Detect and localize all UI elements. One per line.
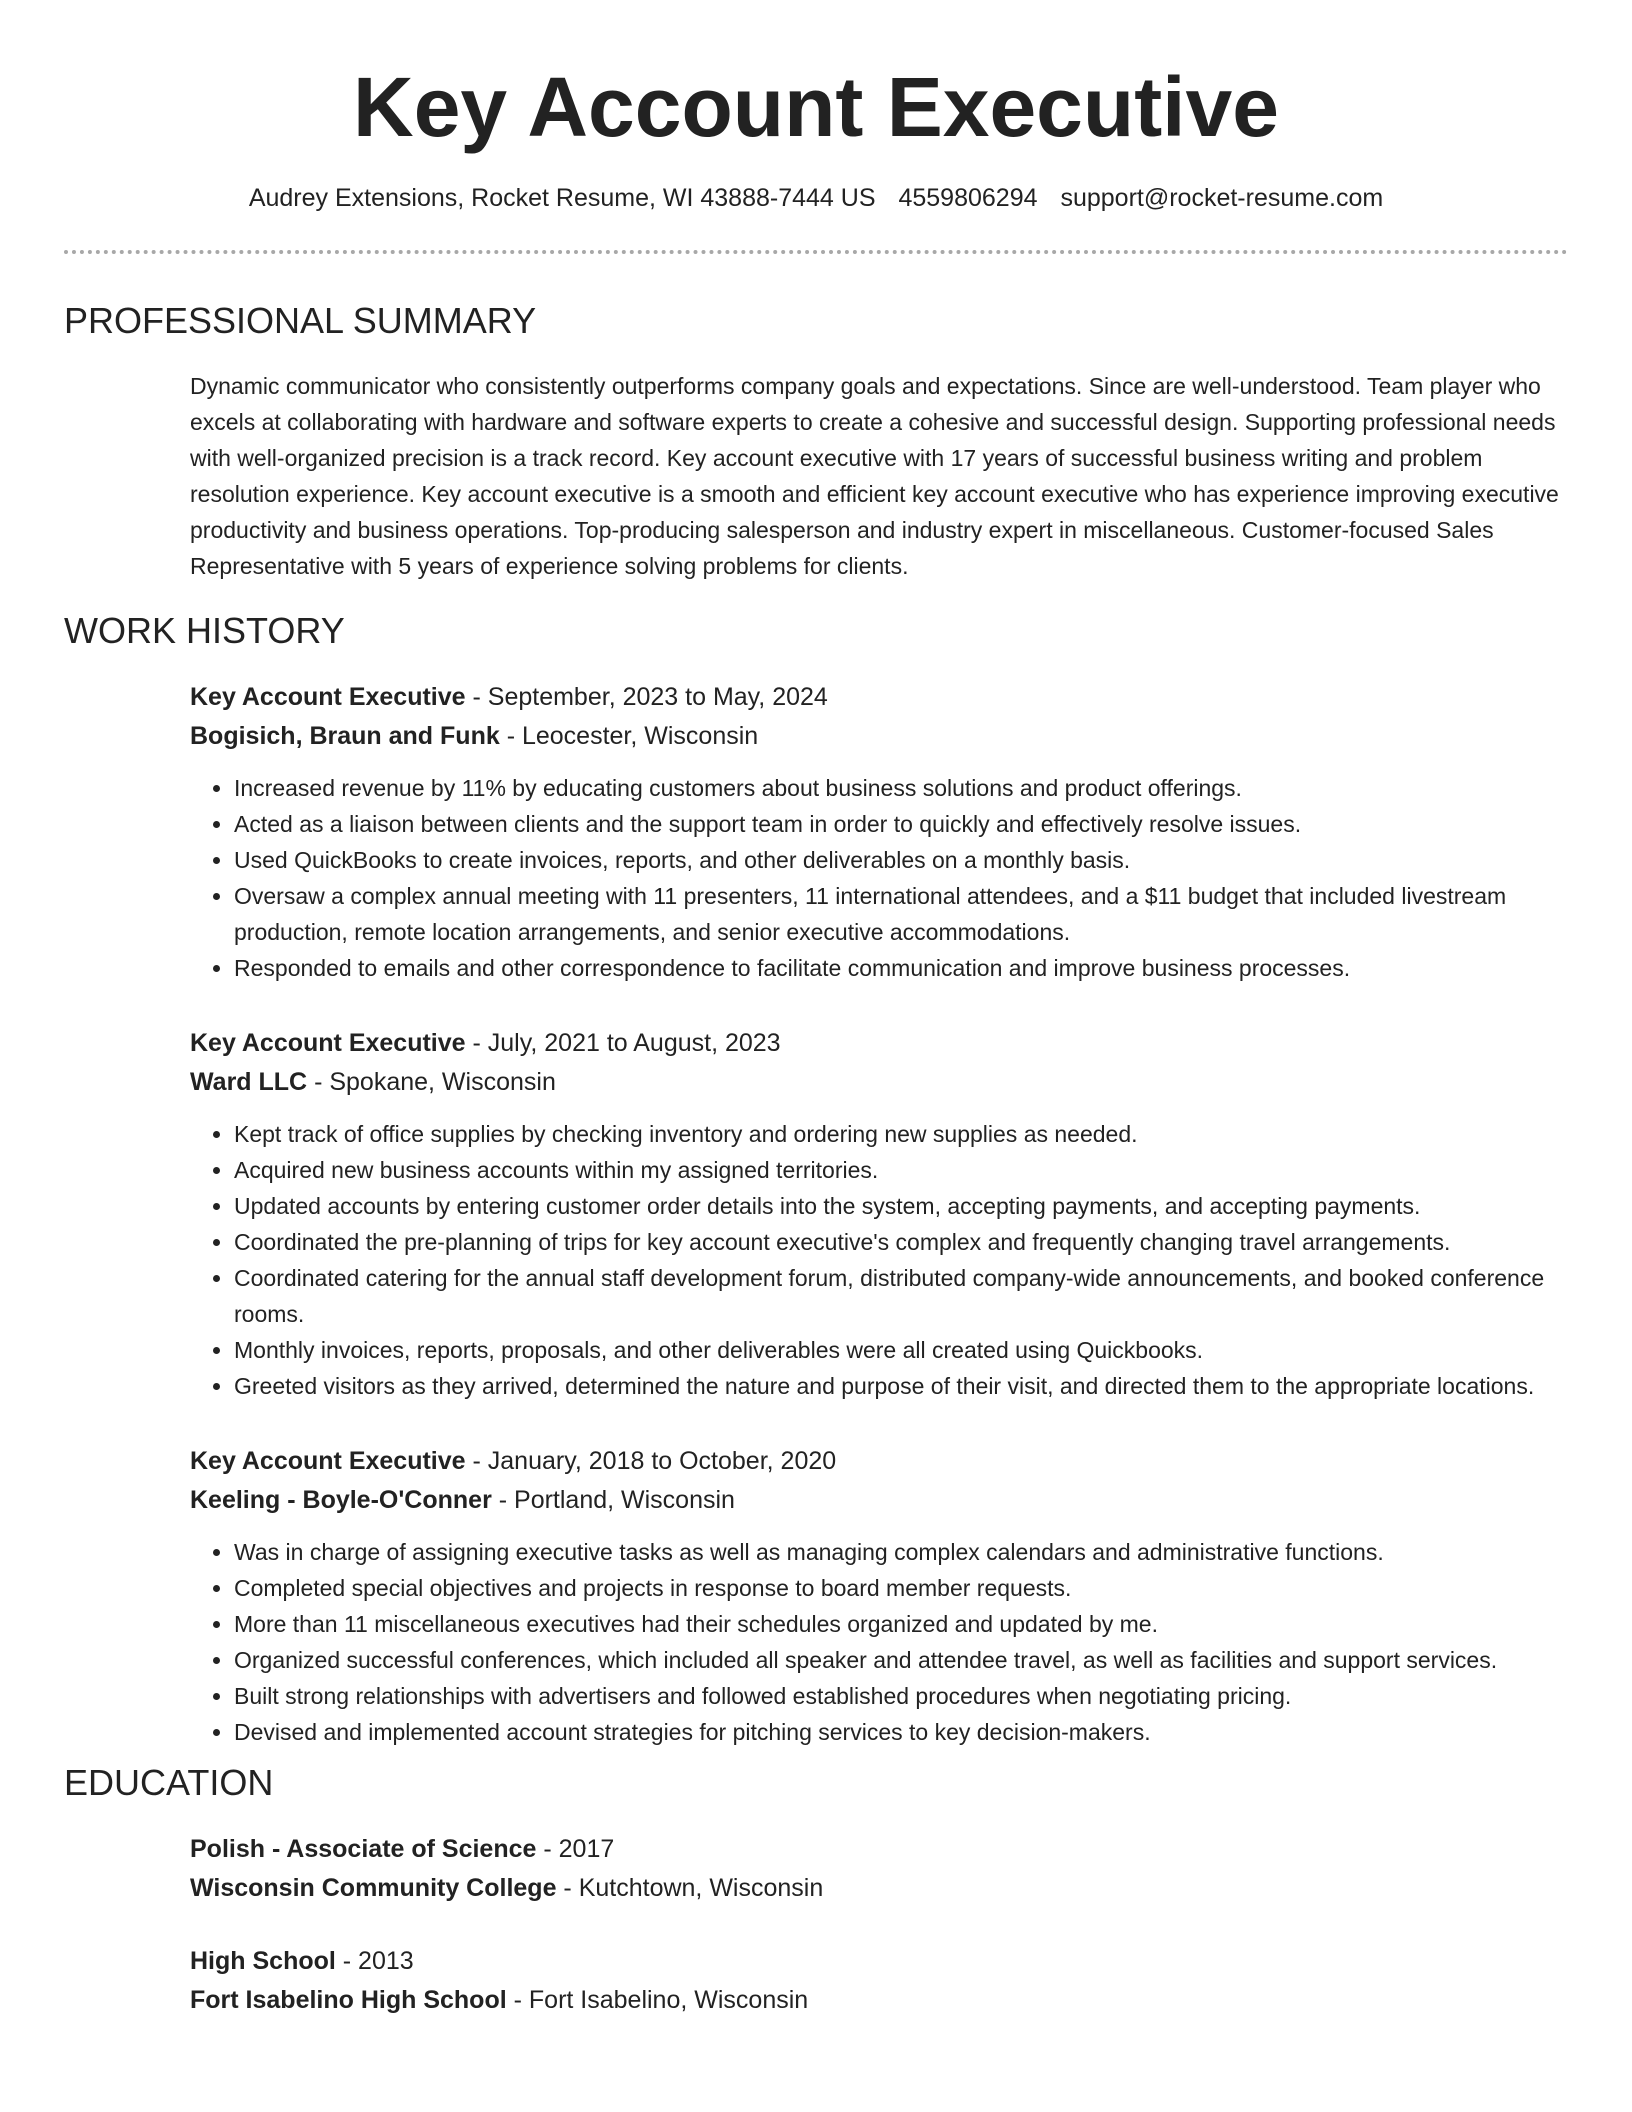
summary-heading: PROFESSIONAL SUMMARY [64, 300, 537, 341]
header-divider [64, 250, 1568, 254]
job-bullet: • Increased revenue by 11% by educating customers about business solutions and product offerings. [234, 770, 1568, 806]
job-bullet: • Coordinated the pre-planning of trips for key account executive's complex and frequently changing travel arrangements. [234, 1224, 1568, 1260]
school-location: - Fort Isabelino, Wisconsin [506, 1986, 809, 2014]
job-bullet: • Responded to emails and other correspondence to facilitate communication and improve business processes. [234, 950, 1568, 986]
job-dates: - January, 2018 to October, 2020 [465, 1447, 837, 1475]
school-name: Wisconsin Community College [190, 1874, 557, 1902]
job-title-line [190, 678, 1568, 717]
school-location: - Kutchtown, Wisconsin [556, 1874, 824, 1902]
job-bullet: • Kept track of office supplies by checking inventory and ordering new supplies as needed. [234, 1116, 1568, 1152]
job-company-line [190, 717, 1568, 756]
degree-year: - 2013 [335, 1947, 414, 1975]
job-bullet: • Greeted visitors as they arrived, determined the nature and purpose of their visit, and directed them to the appropriate locations. [234, 1368, 1568, 1404]
contact-line [64, 180, 1568, 216]
job-bullet: • Updated accounts by entering customer order details into the system, accepting payments, and accepting payments. [234, 1188, 1568, 1224]
job-bullet: • Acquired new business accounts within my assigned territories. [234, 1152, 1568, 1188]
degree-line [190, 1830, 1568, 1869]
education-heading: EDUCATION [64, 1762, 274, 1803]
job-location: - Portland, Wisconsin [491, 1486, 735, 1514]
job-bullet: • Monthly invoices, reports, proposals, and other deliverables were all created using Quickbooks. [234, 1332, 1568, 1368]
school-line [190, 1981, 1568, 2020]
work-history-heading: WORK HISTORY [64, 610, 345, 651]
job-entry [190, 1442, 1568, 1750]
education-entry [190, 1942, 1568, 2020]
job-bullet: • Devised and implemented account strategies for pitching services to key decision-makers. [234, 1714, 1568, 1750]
job-bullet-list [190, 1534, 1568, 1750]
job-company-line [190, 1063, 1568, 1102]
contact-email: support@rocket-resume.com [1060, 184, 1384, 212]
job-bullet: • More than 11 miscellaneous executives had their schedules organized and updated by me. [234, 1606, 1568, 1642]
job-dates: - September, 2023 to May, 2024 [465, 683, 828, 711]
job-title-line [190, 1442, 1568, 1481]
job-location: - Spokane, Wisconsin [307, 1068, 556, 1096]
job-company-line [190, 1481, 1568, 1520]
job-bullet: • Coordinated catering for the annual staff development forum, distributed company-wide announcements, and booked conference rooms. [234, 1260, 1568, 1332]
job-company: Ward LLC [190, 1068, 308, 1096]
education-entry [190, 1830, 1568, 1908]
job-role: Key Account Executive [190, 683, 466, 711]
job-entry [190, 678, 1568, 986]
job-entry [190, 1024, 1568, 1404]
degree-name: Polish - Associate of Science [190, 1835, 537, 1863]
job-bullet: • Used QuickBooks to create invoices, reports, and other deliverables on a monthly basis. [234, 842, 1568, 878]
degree-name: High School [190, 1947, 336, 1975]
job-company: Bogisich, Braun and Funk [190, 722, 500, 750]
job-bullet: • Built strong relationships with advertisers and followed established procedures when negotiating pricing. [234, 1678, 1568, 1714]
school-name: Fort Isabelino High School [190, 1986, 507, 2014]
job-bullet-list [190, 770, 1568, 986]
job-role: Key Account Executive [190, 1029, 466, 1057]
job-bullet-list [190, 1116, 1568, 1404]
summary-text: Dynamic communicator who consistently outperforms company goals and expectations. Since are well-understood. Team player who excels at collaborating with hardware and software experts to create a cohesive and successful design. Supporting professional needs with well-organized precision is a track record. Key account executive with 17 years of successful business writing and problem resolution experience. Key account executive is a smooth and efficient key account executive who has experience improving executive productivity and business operations. Top-producing salesperson and industry expert in miscellaneous. Customer-focused Sales Representative with 5 years of experience solving problems for clients. [190, 373, 1559, 579]
job-role: Key Account Executive [190, 1447, 466, 1475]
job-company: Keeling - Boyle-O'Conner [190, 1486, 492, 1514]
job-dates: - July, 2021 to August, 2023 [465, 1029, 781, 1057]
degree-line [190, 1942, 1568, 1981]
degree-year: - 2017 [536, 1835, 615, 1863]
school-line [190, 1869, 1568, 1908]
job-bullet: • Acted as a liaison between clients and the support team in order to quickly and effectively resolve issues. [234, 806, 1568, 842]
job-bullet: • Oversaw a complex annual meeting with 11 presenters, 11 international attendees, and a $11 budget that included livestream production, remote location arrangements, and senior executive accommodations. [234, 878, 1568, 950]
job-title-line [190, 1024, 1568, 1063]
job-bullet: • Completed special objectives and projects in response to board member requests. [234, 1570, 1568, 1606]
contact-address: Audrey Extensions, Rocket Resume, WI 43888-7444 US [248, 184, 876, 212]
job-location: - Leocester, Wisconsin [499, 722, 759, 750]
resume-title: Key Account Executive [353, 60, 1279, 154]
job-bullet: • Organized successful conferences, which included all speaker and attendee travel, as well as facilities and support services. [234, 1642, 1568, 1678]
job-bullet: • Was in charge of assigning executive tasks as well as managing complex calendars and administrative functions. [234, 1534, 1568, 1570]
contact-phone: 4559806294 [898, 184, 1038, 212]
